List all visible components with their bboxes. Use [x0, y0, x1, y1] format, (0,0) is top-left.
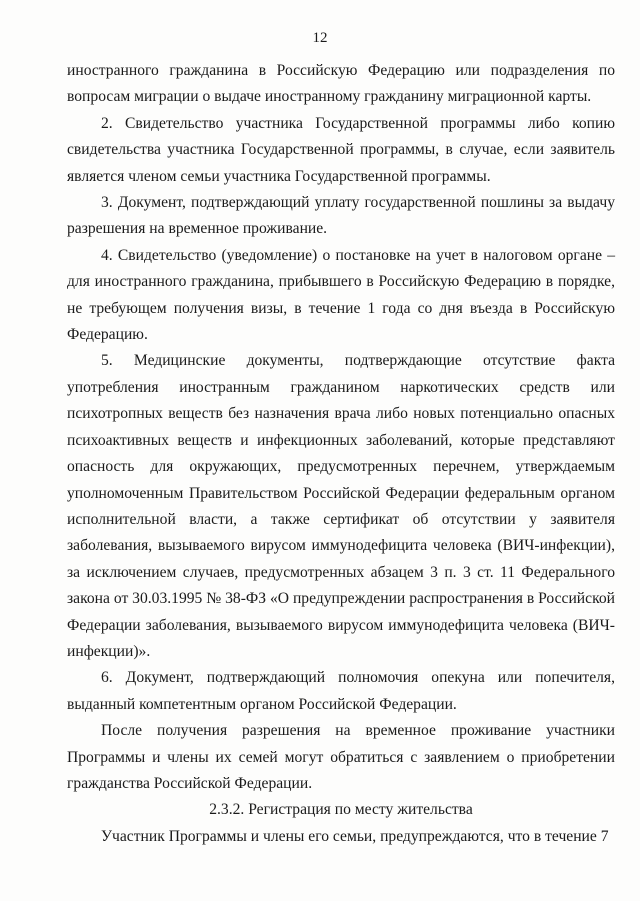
document-body [67, 58, 615, 850]
paragraph-continuation: иностранного гражданина в Российскую Федерацию или подразделения по вопросам миграции о выдаче иностранному гражданину миграционной карты. [67, 62, 615, 106]
paragraph-item-5: 5. Медицинские документы, подтверждающие отсутствие факта употребления иностранным гражданином наркотических средств или психотропных веществ без назначения врача либо новых потенциально опасных психоактивных веществ и инфекционных заболеваний, которые представляют опасность для окружающих, предусмотренных перечнем, утверждаемым уполномоченным Правительством Российской Федерации федеральным органом исполнительной власти, а также сертификат об отсутствии у заявителя заболевания, вызываемого вирусом иммунодефицита человека (ВИЧ-инфекции), за исключением случаев, предусмотренных абзацем 3 п. 3 ст. 11 Федерального закона от 30.03.1995 № 38-ФЗ «О предупреждении распространения в Российской Федерации заболевания, вызываемого вирусом иммунодефицита человека (ВИЧ-инфекции)». [67, 352, 615, 660]
paragraph-item-2: 2. Свидетельство участника Государственной программы либо копию свидетельства участника Государственной программы, в случае, если заявитель является членом семьи участника Государственной программы. [67, 114, 615, 185]
section-heading: 2.3.2. Регистрация по месту жительства [209, 801, 473, 819]
page-number: 12 [312, 30, 328, 46]
paragraph-registration: Участник Программы и члены его семьи, предупреждаются, что в течение 7 [101, 827, 609, 845]
paragraph-item-6: 6. Документ, подтверждающий полномочия опекуна или попечителя, выданный компетентным органом Российской Федерации. [67, 669, 615, 713]
paragraph-item-4: 4. Свидетельство (уведомление) о постановке на учет в налоговом органе – для иностранного гражданина, прибывшего в Российскую Федерацию в порядке, не требующем получения визы, в течение 1 года со дня въезда в Российскую Федерацию. [67, 246, 615, 344]
paragraph-item-3: 3. Документ, подтверждающий уплату государственной пошлины за выдачу разрешения на временное проживание. [67, 194, 615, 238]
paragraph-citizenship: После получения разрешения на временное проживание участники Программы и члены их семей могут обратиться с заявлением о приобретении гражданства Российской Федерации. [67, 722, 615, 792]
